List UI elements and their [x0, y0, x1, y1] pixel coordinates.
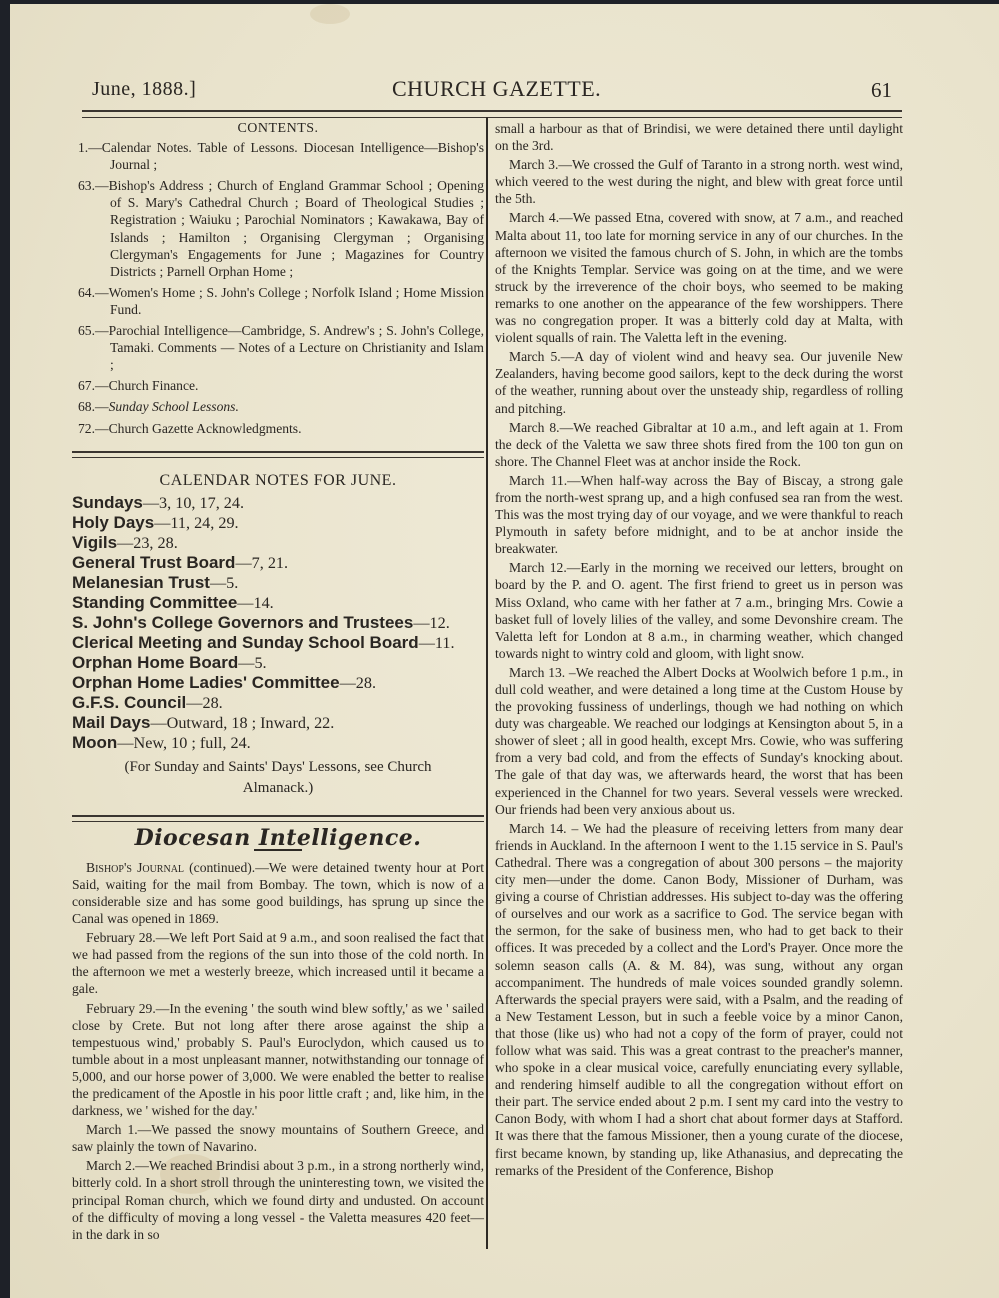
diocesan-title: Diocesan Intelligence. — [134, 824, 422, 851]
right-column — [495, 120, 903, 1181]
calendar-value: —5. — [238, 653, 267, 672]
calendar-item — [72, 593, 484, 613]
article-paragraph: March 13. –We reached the Albert Docks at Woolwich before 1 p.m., in dull cold weather, and were detained a long time at the Custom House by the provoking fussiness of underlings, though we had nothing on which duty was chargeable. We reached our lodgings at Kensington about 5, in a shower of sleet ; all in good health, except Mrs. Cowie, who was suffering from a very bad cold, and from the effects of Sunday's knocking about. The gale of that day was, we afterwards heard, the worst that has been experienced in the Channel for two years. Several vessels were wrecked. Our friends had been very anxious about us. — [495, 664, 903, 817]
calendar-value: —28. — [339, 673, 377, 692]
contents-item-number: 65.— — [78, 323, 109, 339]
calendar-item — [72, 533, 484, 553]
section-double-rule — [72, 451, 484, 458]
calendar-title: CALENDAR NOTES FOR JUNE. — [159, 471, 397, 489]
article-paragraph: February 28.—We left Port Said at 9 a.m., and soon realised the fact that we had passed from the regions of the sun into those of the cold north. In the afternoon we met a westerly breeze, which increased until it became a gale. — [72, 930, 484, 997]
calendar-item — [72, 733, 484, 753]
paper-stain — [310, 4, 350, 24]
contents-item — [72, 377, 484, 394]
contents-item-number: 63.— — [78, 178, 109, 194]
contents-item-text: Women's Home ; S. John's College ; Norfolk Island ; Home Mission Fund. — [108, 284, 484, 317]
article-paragraph: March 14. – We had the pleasure of receiving letters from many dear friends in Auckland. In the afternoon I went to the 1.15 service in S. Paul's Cathedral. There was a congregation of about 300 persons – the majority city men—under the dome. Canon Body, Missioner of Durham, was giving a course of Christian addresses. His subject to-day was the offering of ourselves and our work as a sacrifice to God. The service began with the sermon, for the sake of business men, who had to get back to their offices. It was preceded by a collect and the Lord's Prayer. Once more the solemn season calls (A. & M. 84), was sung, without any organ accompaniment. The hundreds of male voices sounded grandly solemn. Afterwards the special prayers were said, with a Psalm, and the reading of a New Testament Lesson, but in such a feeble voice by a minor Canon, that those (like us) who had not a copy of the form of prayer, could not follow what was said. This was a great contrast to the preacher's manner, who spoke in a clear musical voice, carefully enunciating every syllable, and rendering himself audible to all the congregation without effort on their part. The service ended about 2 p.m. I sent my card into the vestry to Canon Body, with whom I had a short chat about former days at Stafford. It was there that the famous Missioner, then a young curate of the diocese, first became known, by standing up, like Athanasius, and deprecating the remarks of the President of the Conference, Bishop — [495, 820, 903, 1178]
calendar-item — [72, 673, 484, 693]
article-paragraph: March 12.—Early in the morning we received our letters, brought on board by the P. and O. agent. The first friend to greet us in person was Miss Oxland, who came with her father at 7 a.m., bringing Mrs. Cowie a basket full of lovely lilies of the valley, and some Devonshire cream. The Valetta left for London at 8 a.m., in charming weather, which changed towards night to wintry cold and gloom, with light snow. — [495, 560, 903, 661]
calendar-value: —23, 28. — [117, 533, 178, 552]
calendar-item — [72, 653, 484, 673]
contents-item — [72, 177, 484, 280]
calendar-label: Clerical Meeting and Sunday School Board — [72, 632, 419, 652]
calendar-label: Holy Days — [72, 512, 155, 532]
calendar-label: G.F.S. Council — [72, 692, 187, 712]
article-paragraph: March 4.—We passed Etna, covered with snow, at 7 a.m., and reached Malta about 11, too late for morning service in any of our churches. In the afternoon we visited the famous church of S. John, in which are the tombs of the Knights Templar. Service was going on at the time, and we were struck by the irreverence of the choir boys, who seemed to be making remarks to one another on the appearance of the few worshippers. There was no congregation proper. It was a bitterly cold day at Malta, with violent squalls of rain. The Valetta left in the evening. — [495, 210, 903, 346]
article-paragraph: March 8.—We reached Gibraltar at 10 a.m., and left again at 1. From the deck of the Valetta we saw three shots fired from the 100 ton gun on shore. The Channel Fleet was at anchor inside the Rock. — [495, 419, 903, 469]
calendar-value: —28. — [186, 693, 223, 712]
calendar-label: General Trust Board — [72, 552, 236, 572]
calendar-value: —New, 10 ; full, 24. — [117, 733, 251, 752]
contents-item-number: 67.— — [78, 378, 109, 394]
calendar-label: Sundays — [72, 492, 143, 512]
contents-item — [72, 284, 484, 318]
contents-item — [72, 398, 484, 415]
contents-item-text: Parochial Intelligence—Cambridge, S. Andrew's ; S. John's College, Tamaki. Comments — Notes of a Lecture on Christianity and Islam ; — [108, 323, 484, 373]
contents-item — [72, 139, 484, 173]
calendar-value: —12. — [413, 613, 450, 632]
gazette-page — [10, 4, 999, 1298]
contents-item-number: 72.— — [78, 420, 109, 436]
contents-item — [72, 420, 484, 437]
calendar-value: —7, 21. — [235, 553, 289, 572]
calendar-value: —14. — [237, 593, 274, 612]
calendar-label: Orphan Home Board — [72, 652, 239, 672]
section-double-rule — [72, 815, 484, 822]
calendar-label: S. John's College Governors and Trustees — [72, 612, 414, 632]
contents-item-text: Calendar Notes. Table of Lessons. Diocesan Intelligence—Bishop's Journal ; — [101, 140, 484, 173]
contents-title: CONTENTS. — [237, 121, 319, 136]
article-paragraph: March 5.—A day of violent wind and heavy sea. Our juvenile New Zealanders, having become good sailors, kept to the deck during the worst of the weather, running about over the unsteady ship, regardless of rolling and pitching. — [495, 349, 903, 416]
publication-title: CHURCH GAZETTE. — [392, 76, 602, 101]
article-paragraph: March 11.—When half-way across the Bay of Biscay, a strong gale from the north-west sprang up, and a high confused sea ran from the west. This was the most trying day of our voyage, and we were thankful to reach Plymouth in safety before midnight, and to be at anchor inside the breakwater. — [495, 472, 903, 557]
calendar-value: —5. — [209, 573, 239, 592]
article-paragraph: March 1.—We passed the snowy mountains of Southern Greece, and saw plainly the town of Navarino. — [72, 1122, 484, 1155]
column-divider — [486, 117, 488, 1249]
left-column — [72, 120, 484, 1245]
article-paragraph: March 2.—We reached Brindisi about 3 p.m., in a strong northerly wind, bitterly cold. In a short stroll through the uninteresting town, we visited the principal Roman church, which we found dirty and undusted. On account of the difficulty of moving a long vessel - the Valetta measures 420 feet—in the dark in so — [72, 1158, 484, 1242]
contents-item-number: 1.— — [78, 140, 102, 156]
calendar-item — [72, 493, 484, 513]
calendar-note: (For Sunday and Saints' Days' Lessons, see Church Almanack.) — [124, 758, 432, 796]
calendar-list — [72, 493, 484, 753]
contents-item-text: Sunday School Lessons. — [108, 399, 239, 415]
article-paragraph: February 29.—In the evening ' the south wind blew softly,' as we ' sailed close by Crete. But not long after there arose against the ship a tempestuous wind,' probably S. Paul's Euroclydon, which caused us to tumble about in a most unpleasant manner, notwithstanding our tonnage of 5,000, and our horse power of 3,000. We were enabled the better to realise the predicament of the Apostle in his poor little craft ; and, like him, in the darkness, we ' wished for the day.' — [72, 1000, 484, 1119]
page-number: 61 — [871, 78, 892, 102]
calendar-value: —Outward, 18 ; Inward, 22. — [150, 713, 335, 732]
contents-item-text: Bishop's Address ; Church of England Grammar School ; Opening of S. Mary's Cathedral Church ; Board of Theological Studies ; Registration ; Waiuku ; Parochial Nominators ; Kawakawa, Bay of Islands ; Hamilton ; Organising Clergyman ; Organising Clergyman's Engagements for June ; Magazines for Country Districts ; Parnell Orphan Home ; — [108, 178, 484, 279]
header-double-rule — [82, 110, 902, 118]
contents-item-text: Church Finance. — [108, 378, 199, 394]
contents-item-number: 64.— — [78, 284, 109, 300]
calendar-item — [72, 613, 484, 633]
calendar-label: Vigils — [72, 532, 118, 552]
calendar-item — [72, 713, 484, 733]
running-head — [92, 78, 892, 108]
calendar-item — [72, 693, 484, 713]
calendar-label: Orphan Home Ladies' Committee — [72, 672, 340, 692]
article-text: (continued).—We were detained twenty hour at Port Said, waiting for the mail from Bombay. The town, which is now of a considerable size and has some good buildings, has sprung up since the Canal was opened in 1869. — [72, 859, 484, 927]
calendar-item — [72, 573, 484, 593]
contents-list — [72, 139, 484, 437]
contents-item-text: Church Gazette Acknowledgments. — [108, 420, 302, 436]
contents-item — [72, 322, 484, 373]
contents-item-number: 68.— — [78, 399, 109, 415]
calendar-label: Moon — [72, 732, 118, 752]
article-lead-in: Bishop's Journal — [86, 859, 185, 875]
calendar-label: Mail Days — [72, 712, 151, 732]
issue-date: June, 1888.] — [92, 78, 197, 100]
calendar-item — [72, 553, 484, 573]
article-paragraph: March 3.—We crossed the Gulf of Taranto in a strong north. west wind, which veered to the west during the night, and blew with great force until the 5th. — [495, 157, 903, 207]
article-paragraph — [72, 859, 484, 927]
calendar-label: Melanesian Trust — [72, 572, 210, 592]
calendar-value: —11. — [418, 633, 455, 652]
calendar-label: Standing Committee — [72, 592, 238, 612]
calendar-item — [72, 633, 484, 653]
calendar-value: —11, 24, 29. — [154, 513, 239, 532]
calendar-item — [72, 513, 484, 533]
article-paragraph-continued: small a harbour as that of Brindisi, we were detained there until daylight on the 3rd. — [495, 121, 903, 154]
calendar-value: —3, 10, 17, 24. — [142, 493, 245, 512]
